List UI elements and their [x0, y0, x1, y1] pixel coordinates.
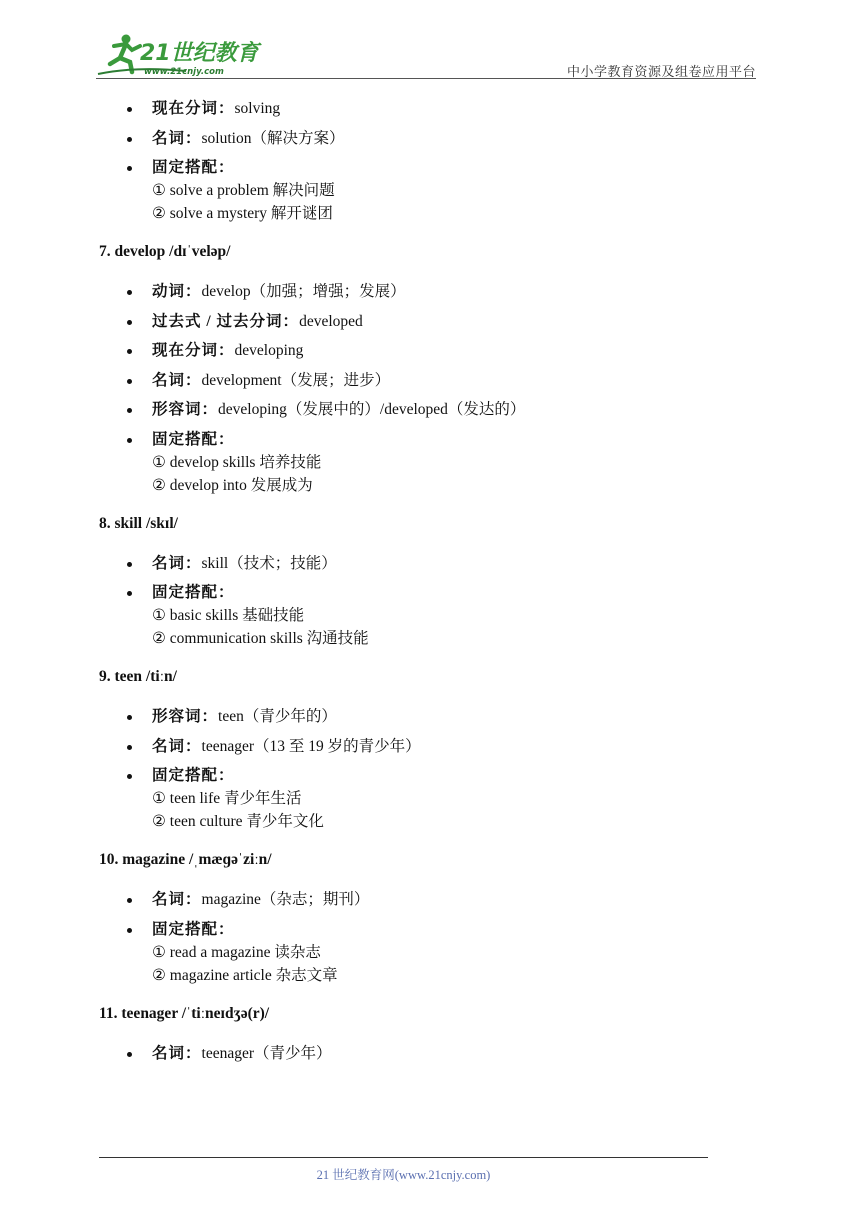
collocation: ② communication skills 沟通技能 [152, 630, 369, 647]
item-label: 名词： [152, 1044, 202, 1062]
list-item [99, 280, 759, 303]
item-label: 名词： [152, 891, 202, 908]
list-item [99, 1042, 759, 1065]
entry-title: 11. teenager /ˈtiːneɪdʒə(r)/ [99, 1004, 270, 1022]
item-label: 形容词： [152, 401, 219, 418]
list-item [99, 156, 759, 225]
intro-bullet-list [99, 97, 759, 225]
list-item [99, 97, 759, 120]
entry-bullet-list [99, 888, 759, 987]
list-item [99, 398, 759, 421]
item-label: 过去式 / 过去分词： [152, 312, 300, 330]
list-item [99, 705, 759, 728]
item-text: teenager（13 至 19 岁的青少年） [201, 737, 421, 755]
svg-text:www.21cnjy.com: www.21cnjy.com [144, 67, 224, 77]
item-text: developing（发展中的）/developed（发达的） [218, 401, 526, 418]
page-header [0, 0, 860, 80]
list-item [99, 764, 759, 833]
collocation: ② develop into 发展成为 [152, 476, 313, 494]
entry-bullet-list [99, 1042, 759, 1065]
item-text: development（发展；进步） [201, 371, 391, 389]
item-label: 固定搭配： [152, 767, 235, 784]
item-text: teen（青少年的） [218, 708, 337, 725]
entry-bullet-list [99, 552, 759, 651]
collocation: ① develop skills 培养技能 [152, 453, 322, 471]
list-item [99, 918, 759, 987]
item-text: solution（解决方案） [201, 129, 345, 147]
item-label: 固定搭配： [152, 159, 235, 176]
entry-title: 7. develop /dɪˈveləp/ [99, 243, 231, 260]
list-item [99, 581, 759, 650]
entry-title: 10. magazine /ˌmæɡəˈziːn/ [99, 851, 272, 868]
site-logo[interactable] [96, 30, 266, 80]
collocation: ① solve a problem 解决问题 [152, 182, 335, 199]
item-text: teenager（青少年） [201, 1044, 332, 1062]
collocation: ① read a magazine 读杂志 [152, 943, 321, 961]
list-item [99, 428, 759, 497]
item-label: 固定搭配： [152, 584, 235, 601]
item-text: develop（加强；增强；发展） [201, 283, 406, 300]
collocation: ① basic skills 基础技能 [152, 607, 305, 624]
collocation: ② solve a mystery 解开谜团 [152, 205, 333, 222]
footer-link[interactable]: 21 世纪教育网(www.21cnjy.com) [316, 1168, 491, 1182]
entry-title: 8. skill /skɪl/ [99, 514, 178, 532]
item-label: 动词： [152, 283, 202, 300]
item-label: 名词： [152, 737, 202, 755]
item-text: developing [234, 342, 304, 359]
collocation: ① teen life 青少年生活 [152, 790, 302, 807]
item-text: skill（技术；技能） [201, 554, 337, 572]
entry-title: 9. teen /tiːn/ [99, 668, 177, 685]
header-divider [96, 78, 756, 79]
collocation: ② teen culture 青少年文化 [152, 813, 324, 830]
footer-divider [99, 1157, 708, 1158]
item-text: magazine（杂志；期刊） [201, 891, 370, 908]
item-label: 固定搭配： [152, 920, 235, 938]
item-label: 名词： [152, 554, 202, 572]
item-label: 固定搭配： [152, 430, 235, 448]
svg-text:21世纪教育: 21世纪教育 [140, 41, 259, 66]
item-label: 现在分词： [152, 342, 235, 359]
list-item [99, 552, 759, 575]
vocabulary-content [99, 97, 759, 1071]
list-item [99, 339, 759, 362]
collocation: ② magazine article 杂志文章 [152, 966, 338, 984]
runner-logo-icon [96, 30, 266, 80]
item-label: 名词： [152, 129, 202, 147]
list-item [99, 127, 759, 150]
list-item [99, 735, 759, 758]
list-item [99, 369, 759, 392]
item-label: 形容词： [152, 708, 219, 725]
entry-bullet-list [99, 705, 759, 833]
entry-bullet-list [99, 280, 759, 497]
item-label: 现在分词： [152, 100, 235, 117]
item-text: developed [299, 312, 363, 330]
platform-name: 中小学教育资源及组卷应用平台 [566, 64, 756, 79]
item-text: solving [234, 100, 281, 117]
list-item [99, 888, 759, 911]
item-label: 名词： [152, 371, 202, 389]
list-item [99, 310, 759, 333]
